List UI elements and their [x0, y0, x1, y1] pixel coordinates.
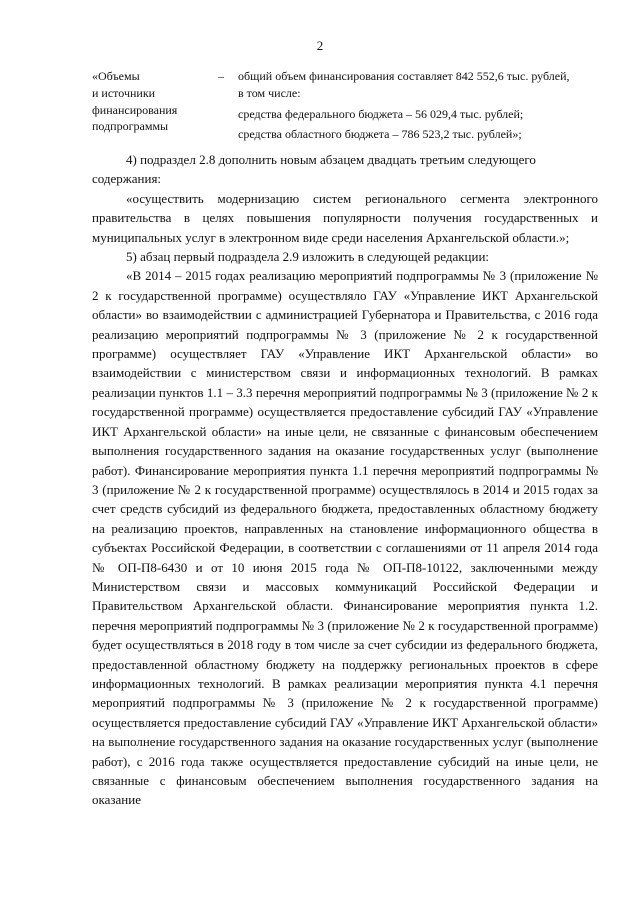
financing-value-line: средства федерального бюджета – 56 029,4 тыс. рублей;	[238, 106, 524, 121]
financing-label-line: «Объемы	[92, 69, 140, 83]
financing-label-line: подпрограммы	[92, 119, 169, 134]
financing-values-column	[238, 68, 612, 143]
paragraph-quote-modernization: «осуществить модернизацию систем регионального сегмента электронного правительства в целях повышения популярности получения государственных и муниципальных услуг в электронном виде среди населения Архангельской области.»;	[92, 190, 598, 245]
financing-label-line: финансирования	[92, 102, 178, 117]
financing-label-column	[92, 68, 214, 143]
document-body	[92, 150, 598, 810]
paragraph-quote-section-2-9: «В 2014 – 2015 годах реализацию мероприятий подпрограммы № 3 (приложение № 2 к государственной программе) осуществляло ГАУ «Управление ИКТ Архангельской области» во взаимодействии с администрацией Губернатора и Правительства, с 2016 года реализацию мероприятий подпрограммы № 3 (приложение № 2 к государственной программе) осуществляет ГАУ «Управление ИКТ Архангельской области» во взаимодействии с министерством связи и информационных технологий. В рамках реализации пунктов 1.1 – 3.3 перечня мероприятий подпрограммы № 3 (приложение № 2 к государственной программе) осуществляется предоставление субсидий ГАУ «Управление ИКТ Архангельской области» на иные цели, не связанные с финансовым обеспечением выполнения государственного задания на оказание государственных услуг (выполнение работ). Финансирование мероприятия пункта 1.1 перечня мероприятий подпрограммы № 3 (приложение № 2 к государственной программе) осуществлялось в 2014 и 2015 годах за счет средств субсидий из федерального бюджета, предоставленных областному бюджету на реализацию проектов, направленных на становление информационного общества в субъектах Российской Федерации, в соответствии с соглашениями от 11 апреля 2014 года № ОП-П8-6430 и от 10 июня 2015 года № ОП-П8-10122, заключенными между Министерством связи и массовых коммуникаций Российской Федерации и Правительством Архангельской области. Финансирование мероприятия пункта 1.2. перечня мероприятий подпрограммы № 3 (приложение № 2 к государственной программе) будет осуществляться в 2018 году в том числе за счет субсидии из федерального бюджета, предоставленной областному бюджету на поддержку региональных проектов в сфере информационных технологий. В рамках реализации мероприятия пункта 4.1 перечня мероприятий подпрограммы № 3 (приложение № 2 к государственной программе) осуществляется предоставление субсидий ГАУ «Управление ИКТ Архангельской области» на выполнение государственного задания на оказание государственных услуг (выполнение работ), с 2016 года также осуществляется предоставление субсидий на иные цели, не связанные с финансовым обеспечением выполнения государственного задания на оказание	[92, 268, 598, 808]
paragraph-item-5: 5) абзац первый подраздела 2.9 изложить в следующей редакции:	[126, 249, 490, 265]
paragraph-continuation: содержания:	[92, 171, 162, 187]
financing-value-line: общий объем финансирования составляет 842 552,6 тыс. рублей,	[238, 69, 570, 83]
financing-dash: –	[218, 69, 224, 83]
page-number: 2	[316, 38, 324, 53]
financing-label-line: и источники	[92, 85, 156, 100]
financing-value-line: в том числе:	[238, 85, 301, 100]
paragraph-item-4: 4) подраздел 2.8 дополнить новым абзацем двадцать третьим следующего	[126, 152, 536, 167]
financing-value-line: средства областного бюджета – 786 523,2 тыс. рублей»;	[238, 127, 522, 142]
financing-summary-table	[92, 68, 612, 143]
